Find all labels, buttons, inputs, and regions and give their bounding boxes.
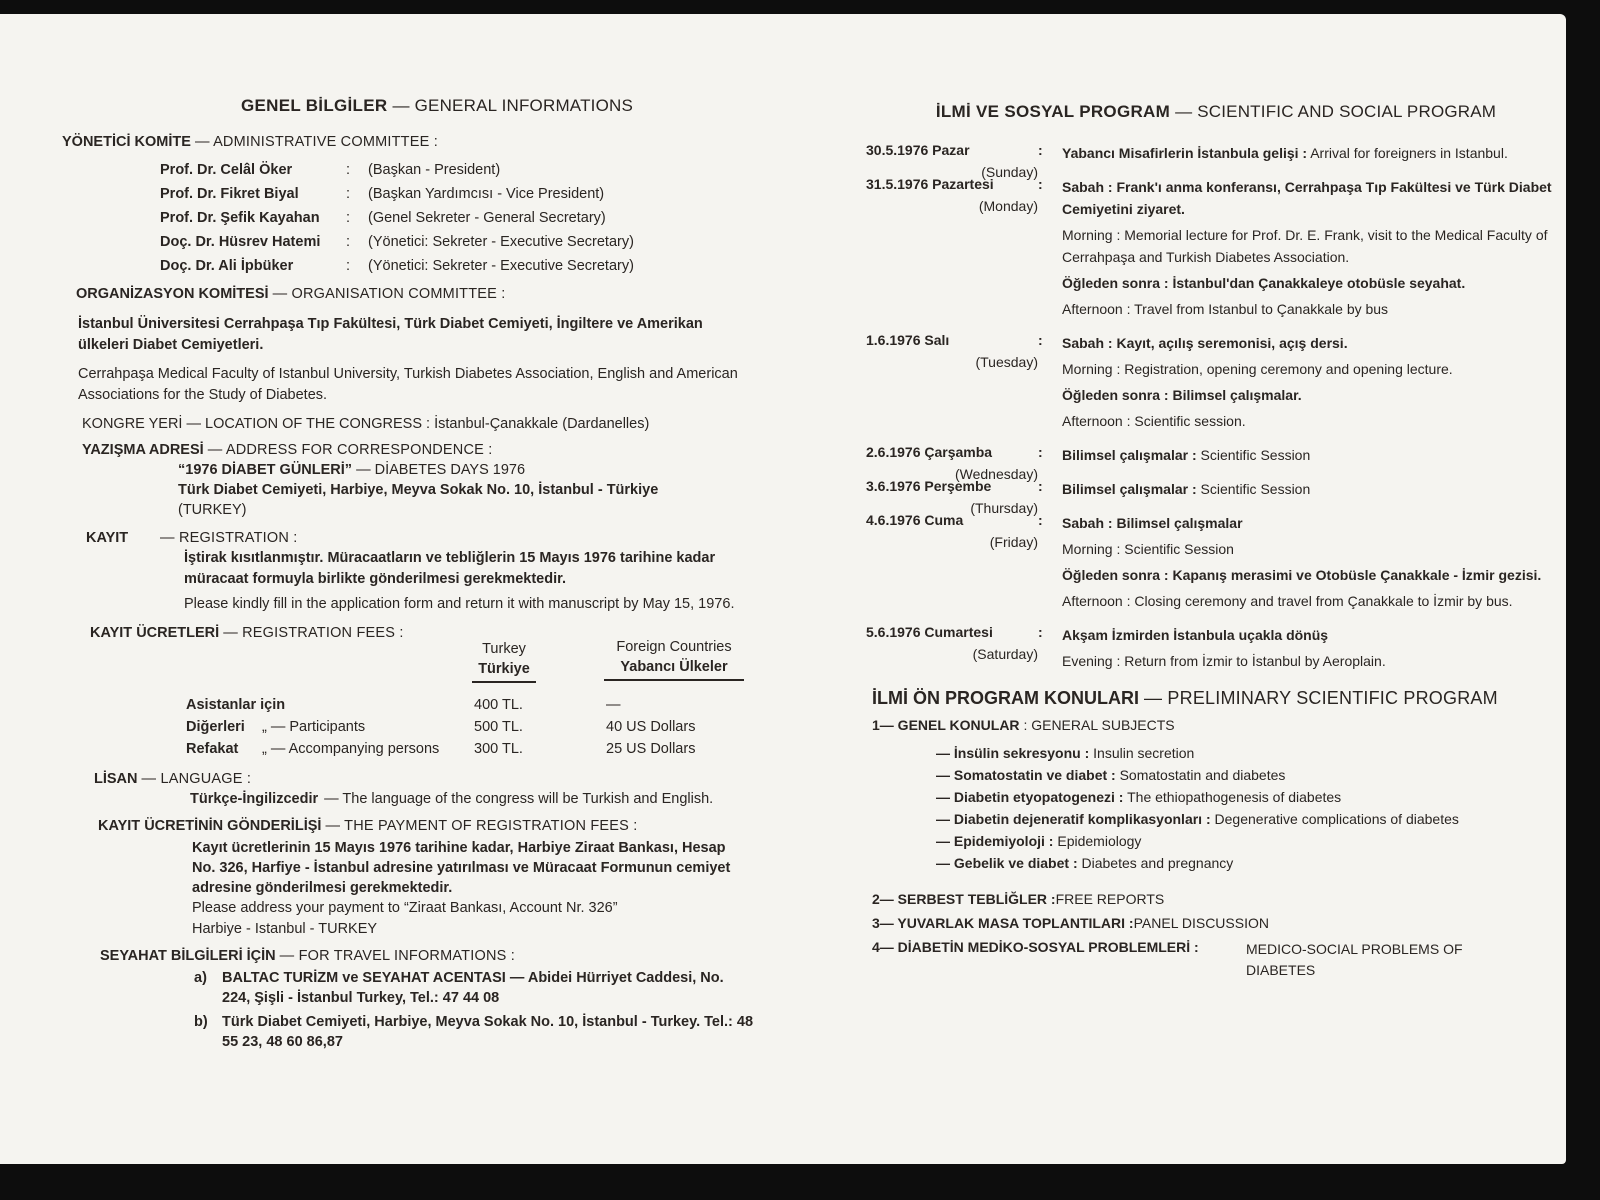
admin-label-light: — ADMINISTRATIVE COMMITTEE : xyxy=(194,134,438,150)
payment-text-tr: Kayıt ücretlerinin 15 Mayıs 1976 tarihine kadar, Harbiye Ziraat Bankası, Hesap No. 326, Harfiye - İstanbul adresine yatırılması ve Müracaat Formunun cemiyet adresine gönderilmesi gerekmektedir. xyxy=(192,840,731,896)
schedule-line-bold: Öğleden sonra : Bilimsel çalışmalar. xyxy=(1062,387,1302,403)
payment-text-en1: Please address your payment to “Ziraat Bankası, Account Nr. 326” xyxy=(192,900,618,916)
schedule-date-text: 4.6.1976 Cuma xyxy=(866,512,964,528)
fees-row-category: Asistanlar için xyxy=(186,697,286,713)
admin-member-role: (Başkan - President) xyxy=(368,162,501,178)
address-line3: (TURKEY) xyxy=(178,502,247,518)
schedule-line xyxy=(1062,478,1556,500)
org-label-light: — ORGANISATION COMMITTEE : xyxy=(272,286,506,302)
schedule-line xyxy=(1062,624,1556,646)
language-label-row xyxy=(94,771,762,787)
left-title-light: — GENERAL INFORMATIONS xyxy=(392,96,634,115)
fees-col-foreign-header xyxy=(604,637,744,681)
fees-row-category-en: „ — Participants xyxy=(262,719,366,735)
fees-row-turkey: 300 TL. xyxy=(474,741,523,757)
schedule-day: (Thursday) xyxy=(970,500,1038,516)
registration-label-light: — REGISTRATION : xyxy=(160,530,298,546)
schedule-line-bold: Öğleden sonra : İstanbul'dan Çanakkaleye otobüsle seyahat. xyxy=(1062,275,1466,291)
fees-row-foreign: — xyxy=(606,697,621,713)
schedule-line xyxy=(1062,224,1556,268)
fees-row-foreign: 25 US Dollars xyxy=(606,741,696,757)
fees-label-bold: KAYIT ÜCRETLERİ xyxy=(90,625,220,641)
general-subject-item xyxy=(936,789,1556,811)
admin-member-list xyxy=(160,158,762,278)
schedule-colon: : xyxy=(1038,332,1043,348)
prelim-item4-bold: 4— DİABETİN MEDİKO-SOSYAL PROBLEMLERİ : xyxy=(872,939,1199,955)
payment-label-bold: KAYIT ÜCRETİNİN GÖNDERİLİŞİ xyxy=(98,818,322,834)
prelim-item2-light: FREE REPORTS xyxy=(1055,891,1165,907)
schedule-line xyxy=(1062,590,1556,612)
paper-sheet xyxy=(0,14,1566,1164)
address-line1-bold: “1976 DİABET GÜNLERİ” xyxy=(178,462,353,478)
schedule-body xyxy=(1062,624,1556,672)
admin-label-bold: YÖNETİCİ KOMİTE xyxy=(62,134,191,150)
schedule-line xyxy=(1062,298,1556,320)
payment-label-row xyxy=(98,818,762,834)
right-title-light: — SCIENTIFIC AND SOCIAL PROGRAM xyxy=(1175,102,1497,121)
schedule-row xyxy=(866,624,1556,672)
travel-label-light: — FOR TRAVEL INFORMATIONS : xyxy=(279,948,515,964)
prelim-item4-light: MEDICO-SOCIAL PROBLEMS OF DIABETES xyxy=(1246,941,1463,978)
prelim-item-4 xyxy=(872,939,1556,981)
schedule-line-text: Morning : Memorial lecture for Prof. Dr. E. Frank, visit to the Medical Faculty of Cerrahpaşa and Turkish Diabetes Association. xyxy=(1062,227,1548,265)
fees-row xyxy=(186,719,786,741)
schedule-row xyxy=(866,176,1556,320)
admin-member-row xyxy=(160,206,762,230)
schedule-line-text: Afternoon : Closing ceremony and travel from Çanakkale to İzmir by bus. xyxy=(1062,593,1513,609)
prelim-title xyxy=(872,688,1556,709)
general-subjects-list xyxy=(936,745,1556,877)
admin-member-row xyxy=(160,230,762,254)
schedule-date-text: 5.6.1976 Cumartesi xyxy=(866,624,993,640)
language-value-bold: Türkçe-İngilizcedir xyxy=(190,791,319,807)
fees-col2-top: Foreign Countries xyxy=(616,639,732,655)
payment-text-en2: Harbiye - Istanbul - TURKEY xyxy=(192,921,378,937)
travel-item-b xyxy=(194,1012,754,1052)
registration-label-row xyxy=(86,530,762,546)
schedule-line-bold: Bilimsel çalışmalar : xyxy=(1062,481,1197,497)
schedule-line xyxy=(1062,332,1556,354)
right-title xyxy=(876,102,1556,122)
travel-b-text: Türk Diabet Cemiyeti, Harbiye, Meyva Sokak No. 10, İstanbul - Turkey. Tel.: 48 55 23, 48 60 86,87 xyxy=(222,1014,754,1050)
schedule-date-text: 30.5.1976 Pazar xyxy=(866,142,970,158)
schedule-line-text: Evening : Return from İzmir to İstanbul by Aeroplain. xyxy=(1062,653,1386,669)
schedule-line-bold: Sabah : Bilimsel çalışmalar xyxy=(1062,515,1243,531)
org-text-tr: İstanbul Üniversitesi Cerrahpaşa Tıp Fakültesi, Türk Diabet Cemiyeti, İngiltere ve Amerikan ülkeleri Diabet Cemiyetleri. xyxy=(78,316,703,353)
prelim-item1-bold: 1— GENEL KONULAR xyxy=(872,717,1020,733)
schedule-date xyxy=(866,512,1038,612)
schedule-date xyxy=(866,332,1038,432)
schedule-date xyxy=(866,176,1038,320)
admin-member-row xyxy=(160,182,762,206)
subject-tr: — Epidemiyoloji : xyxy=(936,833,1054,849)
prelim-title-light: — PRELIMINARY SCIENTIFIC PROGRAM xyxy=(1144,688,1498,708)
subject-tr: — Gebelik ve diabet : xyxy=(936,855,1078,871)
schedule-day: (Monday) xyxy=(978,198,1038,214)
fees-col-turkey-header xyxy=(472,639,536,683)
subject-en: Insulin secretion xyxy=(1089,745,1195,761)
schedule-line-text: Morning : Scientific Session xyxy=(1062,541,1234,557)
schedule-line-bold: Bilimsel çalışmalar : xyxy=(1062,447,1197,463)
prelim-title-bold: İLMİ ÖN PROGRAM KONULARI xyxy=(872,688,1139,708)
address-line1 xyxy=(178,460,762,480)
subject-en: Somatostatin and diabetes xyxy=(1115,767,1286,783)
schedule-row xyxy=(866,332,1556,432)
subject-en: Degenerative complications of diabetes xyxy=(1210,811,1459,827)
prelim-item1-light: : GENERAL SUBJECTS xyxy=(1023,717,1175,733)
org-text-en: Cerrahpaşa Medical Faculty of Istanbul University, Turkish Diabetes Association, English and American Associations for the Study of Diabetes. xyxy=(78,366,738,403)
org-committee-label xyxy=(76,286,762,302)
admin-member-colon: : xyxy=(346,186,351,202)
left-title-bold: GENEL BİLGİLER xyxy=(240,96,388,115)
left-column xyxy=(62,96,762,1052)
schedule-line xyxy=(1062,564,1556,586)
schedule-row xyxy=(866,142,1556,180)
schedule-body xyxy=(1062,444,1556,466)
admin-member-name: Prof. Dr. Fikret Biyal xyxy=(160,186,299,202)
fees-row-turkey: 500 TL. xyxy=(474,719,523,735)
schedule-line-bold: Yabancı Misafirlerin İstanbula gelişi : xyxy=(1062,145,1308,161)
prelim-item-2 xyxy=(872,891,1556,907)
address-line1-light: — DİABETES DAYS 1976 xyxy=(356,462,526,478)
address-line2: Türk Diabet Cemiyeti, Harbiye, Meyva Sokak No. 10, İstanbul - Türkiye xyxy=(178,482,659,498)
subject-tr: — Diabetin etyopatogenezi : xyxy=(936,789,1124,805)
org-label-bold: ORGANİZASYON KOMİTESİ xyxy=(76,286,269,302)
schedule-line xyxy=(1062,444,1556,466)
right-column xyxy=(866,102,1556,981)
subject-en: The ethiopathogenesis of diabetes xyxy=(1123,789,1342,805)
address-label-row xyxy=(82,442,762,458)
admin-member-colon: : xyxy=(346,258,351,274)
admin-member-colon: : xyxy=(346,234,351,250)
prelim-item-1 xyxy=(872,717,1556,733)
prelim-item3-light: PANEL DISCUSSION xyxy=(1133,915,1269,931)
subject-tr: — Diabetin dejeneratif komplikasyonları : xyxy=(936,811,1211,827)
schedule-line-text: Afternoon : Travel from Istanbul to Çanakkale by bus xyxy=(1062,301,1389,317)
schedule-line xyxy=(1062,358,1556,380)
fees-row xyxy=(186,697,786,719)
general-subject-item xyxy=(936,767,1556,789)
schedule-day: (Sunday) xyxy=(981,164,1038,180)
schedule-colon: : xyxy=(1038,624,1043,640)
admin-member-row xyxy=(160,254,762,278)
schedule-line xyxy=(1062,272,1556,294)
admin-member-role: (Genel Sekreter - General Secretary) xyxy=(368,210,606,226)
registration-text-en: Please kindly fill in the application form and return it with manuscript by May 15, 1976. xyxy=(184,596,735,612)
schedule-date xyxy=(866,142,1038,180)
admin-member-name: Doç. Dr. Ali İpbüker xyxy=(160,258,294,274)
registration-label-bold: KAYIT xyxy=(86,530,129,546)
language-label-bold: LİSAN xyxy=(94,771,138,787)
language-value xyxy=(190,789,750,810)
prelim-item2-bold: 2— SERBEST TEBLİĞLER : xyxy=(872,891,1056,907)
admin-member-name: Doç. Dr. Hüsrev Hatemi xyxy=(160,234,321,250)
general-subject-item xyxy=(936,745,1556,767)
left-title xyxy=(112,96,762,116)
schedule-date xyxy=(866,478,1038,516)
schedule-line xyxy=(1062,384,1556,406)
prelim-item-3 xyxy=(872,915,1556,931)
general-subject-item xyxy=(936,811,1556,833)
fees-table xyxy=(186,639,762,765)
schedule-day: (Tuesday) xyxy=(975,354,1038,370)
travel-item-a xyxy=(194,968,754,1008)
schedule-line-bold: Akşam İzmirden İstanbula uçakla dönüş xyxy=(1062,627,1329,643)
subject-en: Epidemiology xyxy=(1053,833,1142,849)
schedule-line xyxy=(1062,512,1556,534)
subject-tr: — İnsülin sekresyonu : xyxy=(936,745,1090,761)
schedule-body xyxy=(1062,332,1556,432)
schedule-date xyxy=(866,444,1038,482)
schedule-line-text: Morning : Registration, opening ceremony and opening lecture. xyxy=(1062,361,1453,377)
schedule-row xyxy=(866,478,1556,516)
fees-row-category-en: „ — Accompanying persons xyxy=(262,741,440,757)
schedule-day: (Wednesday) xyxy=(954,466,1038,482)
fees-row xyxy=(186,741,786,763)
admin-committee-label xyxy=(62,134,762,150)
fees-row-category: Refakat xyxy=(186,741,239,757)
schedule-colon: : xyxy=(1038,478,1043,494)
admin-member-name: Prof. Dr. Celâl Öker xyxy=(160,162,293,178)
schedule-line-text: Arrival for foreigners in Istanbul. xyxy=(1307,145,1508,161)
schedule-row xyxy=(866,444,1556,482)
schedule-date-text: 1.6.1976 Salı xyxy=(866,332,950,348)
fees-col1-top: Turkey xyxy=(482,641,526,657)
schedule-body xyxy=(1062,176,1556,320)
schedule-line xyxy=(1062,650,1556,672)
schedule-date-text: 2.6.1976 Çarşamba xyxy=(866,444,993,460)
address-block xyxy=(178,460,762,520)
schedule-day: (Friday) xyxy=(989,534,1038,550)
schedule-line-text: Scientific Session xyxy=(1196,447,1311,463)
payment-label-light: — THE PAYMENT OF REGISTRATION FEES : xyxy=(325,818,638,834)
fees-col2-bottom: Yabancı Ülkeler xyxy=(604,657,744,681)
general-subject-item xyxy=(936,833,1556,855)
travel-label-bold: SEYAHAT BİLGİLERİ İÇİN xyxy=(100,948,276,964)
schedule-date-text: 3.6.1976 Perşembe xyxy=(866,478,992,494)
schedule-colon: : xyxy=(1038,142,1043,158)
schedule-line-bold: Sabah : Frank'ı anma konferansı, Cerrahpaşa Tıp Fakültesi ve Türk Diabet Cemiyetini ziyaret. xyxy=(1062,179,1552,217)
subject-tr: — Somatostatin ve diabet : xyxy=(936,767,1116,783)
address-label-bold: YAZIŞMA ADRESİ xyxy=(82,442,204,458)
schedule-line xyxy=(1062,142,1556,164)
schedule-line-text: Scientific Session xyxy=(1196,481,1311,497)
schedule-body xyxy=(1062,512,1556,612)
schedule-row xyxy=(866,512,1556,612)
admin-member-role: (Başkan Yardımcısı - Vice President) xyxy=(368,186,605,202)
schedule-day: (Saturday) xyxy=(972,646,1038,662)
admin-member-colon: : xyxy=(346,162,351,178)
fees-label-light: — REGISTRATION FEES : xyxy=(223,625,404,641)
schedule-line-text: Afternoon : Scientific session. xyxy=(1062,413,1246,429)
travel-a-text: BALTAC TURİZM ve SEYAHAT ACENTASI — Abidei Hürriyet Caddesi, No. 224, Şişli - İstanbul Turkey, Tel.: 47 44 08 xyxy=(222,970,724,1006)
admin-member-row xyxy=(160,158,762,182)
admin-member-role: (Yönetici: Sekreter - Executive Secretary) xyxy=(368,258,634,274)
schedule-line-bold: Sabah : Kayıt, açılış seremonisi, açış dersi. xyxy=(1062,335,1348,351)
schedule-body xyxy=(1062,478,1556,500)
registration-text-tr: İştirak kısıtlanmıştır. Müracaatların ve tebliğlerin 15 Mayıs 1976 tarihine kadar müracaat formuyla birlikte gönderilmesi gerekmektedir. xyxy=(184,550,716,587)
schedule-date-text: 31.5.1976 Pazartesi xyxy=(866,176,994,192)
admin-member-name: Prof. Dr. Şefik Kayahan xyxy=(160,210,320,226)
schedule-line-bold: Öğleden sonra : Kapanış merasimi ve Otobüsle Çanakkale - İzmir gezisi. xyxy=(1062,567,1542,583)
schedule-body xyxy=(1062,142,1556,164)
right-title-bold: İLMİ VE SOSYAL PROGRAM xyxy=(935,102,1171,121)
location-label-row xyxy=(82,416,762,432)
travel-label-row xyxy=(100,948,762,964)
general-subject-item xyxy=(936,855,1556,877)
schedule-line xyxy=(1062,538,1556,560)
schedule xyxy=(866,142,1556,672)
schedule-colon: : xyxy=(1038,512,1043,528)
admin-member-colon: : xyxy=(346,210,351,226)
location-label: KONGRE YERİ — LOCATION OF THE CONGRESS : xyxy=(82,416,431,432)
address-label-light: — ADDRESS FOR CORRESPONDENCE : xyxy=(207,442,493,458)
schedule-line xyxy=(1062,410,1556,432)
schedule-line xyxy=(1062,176,1556,220)
fees-col1-bottom: Türkiye xyxy=(472,659,536,683)
language-value-light: — The language of the congress will be Turkish and English. xyxy=(324,791,714,807)
fees-row-turkey: 400 TL. xyxy=(474,697,523,713)
travel-b-marker: b) xyxy=(194,1014,208,1030)
fees-row-category: Diğerleri xyxy=(186,719,245,735)
language-label-light: — LANGUAGE : xyxy=(141,771,252,787)
fees-row-foreign: 40 US Dollars xyxy=(606,719,696,735)
schedule-colon: : xyxy=(1038,176,1043,192)
admin-member-role: (Yönetici: Sekreter - Executive Secretary) xyxy=(368,234,634,250)
schedule-colon: : xyxy=(1038,444,1043,460)
travel-a-marker: a) xyxy=(194,970,207,986)
schedule-date xyxy=(866,624,1038,672)
prelim-item3-bold: 3— YUVARLAK MASA TOPLANTILARI : xyxy=(872,915,1134,931)
location-value: İstanbul-Çanakkale (Dardanelles) xyxy=(434,416,650,432)
subject-en: Diabetes and pregnancy xyxy=(1077,855,1234,871)
